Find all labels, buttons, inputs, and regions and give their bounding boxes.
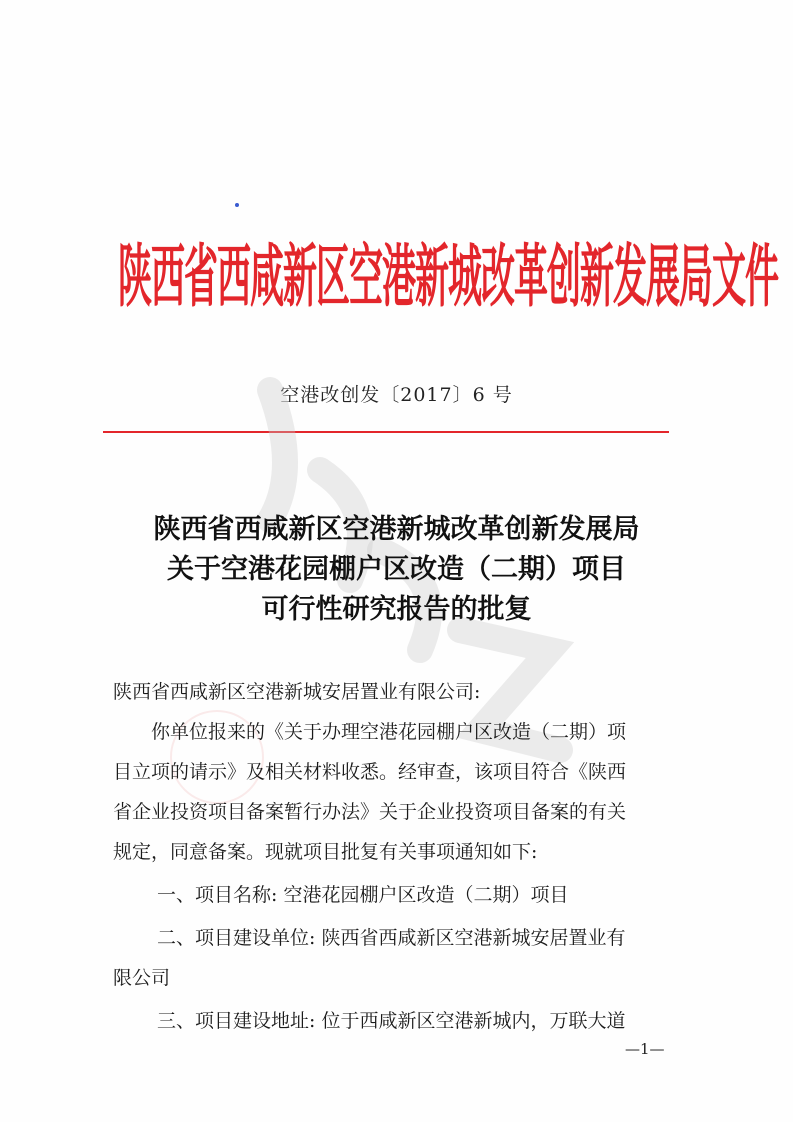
item1-line: 一、项目名称: 空港花园棚户区改造（二期）项目 — [157, 884, 569, 906]
recipient-line: 陕西省西咸新区空港新城安居置业有限公司: — [113, 681, 481, 703]
item3-line: 三、项目建设地址: 位于西咸新区空港新城内，万联大道 — [157, 1010, 626, 1032]
issuer-red-header: 陕西省西咸新区空港新城改革创新发展局文件 — [118, 238, 778, 318]
item2-line-1: 二、项目建设单位: 陕西省西咸新区空港新城安居置业有 — [157, 927, 626, 949]
title-line-3: 可行性研究报告的批复 — [261, 594, 532, 625]
para1-line-2: 目立项的请示》及相关材料收悉。经审查，该项目符合《陕西 — [113, 761, 627, 783]
document-number: 空港改创发〔2017〕6 号 — [280, 384, 513, 406]
title-line-1: 陕西省西咸新区空港新城改革创新发展局 — [153, 514, 640, 545]
page-number: —1— — [625, 1040, 665, 1058]
red-separator-line — [103, 431, 669, 433]
para1-line-3: 省企业投资项目备案暂行办法》关于企业投资项目备案的有关 — [113, 801, 627, 823]
para1-line-1: 你单位报来的《关于办理空港花园棚户区改造（二期）项 — [151, 721, 627, 743]
document-title — [0, 510, 793, 630]
title-line-2: 关于空港花园棚户区改造（二期）项目 — [167, 554, 626, 585]
ink-dot — [235, 203, 239, 207]
para1-line-4: 规定，同意备案。现就项目批复有关事项通知如下: — [113, 841, 538, 863]
document-body — [113, 672, 683, 1041]
item2-line-2: 限公司 — [113, 967, 171, 989]
